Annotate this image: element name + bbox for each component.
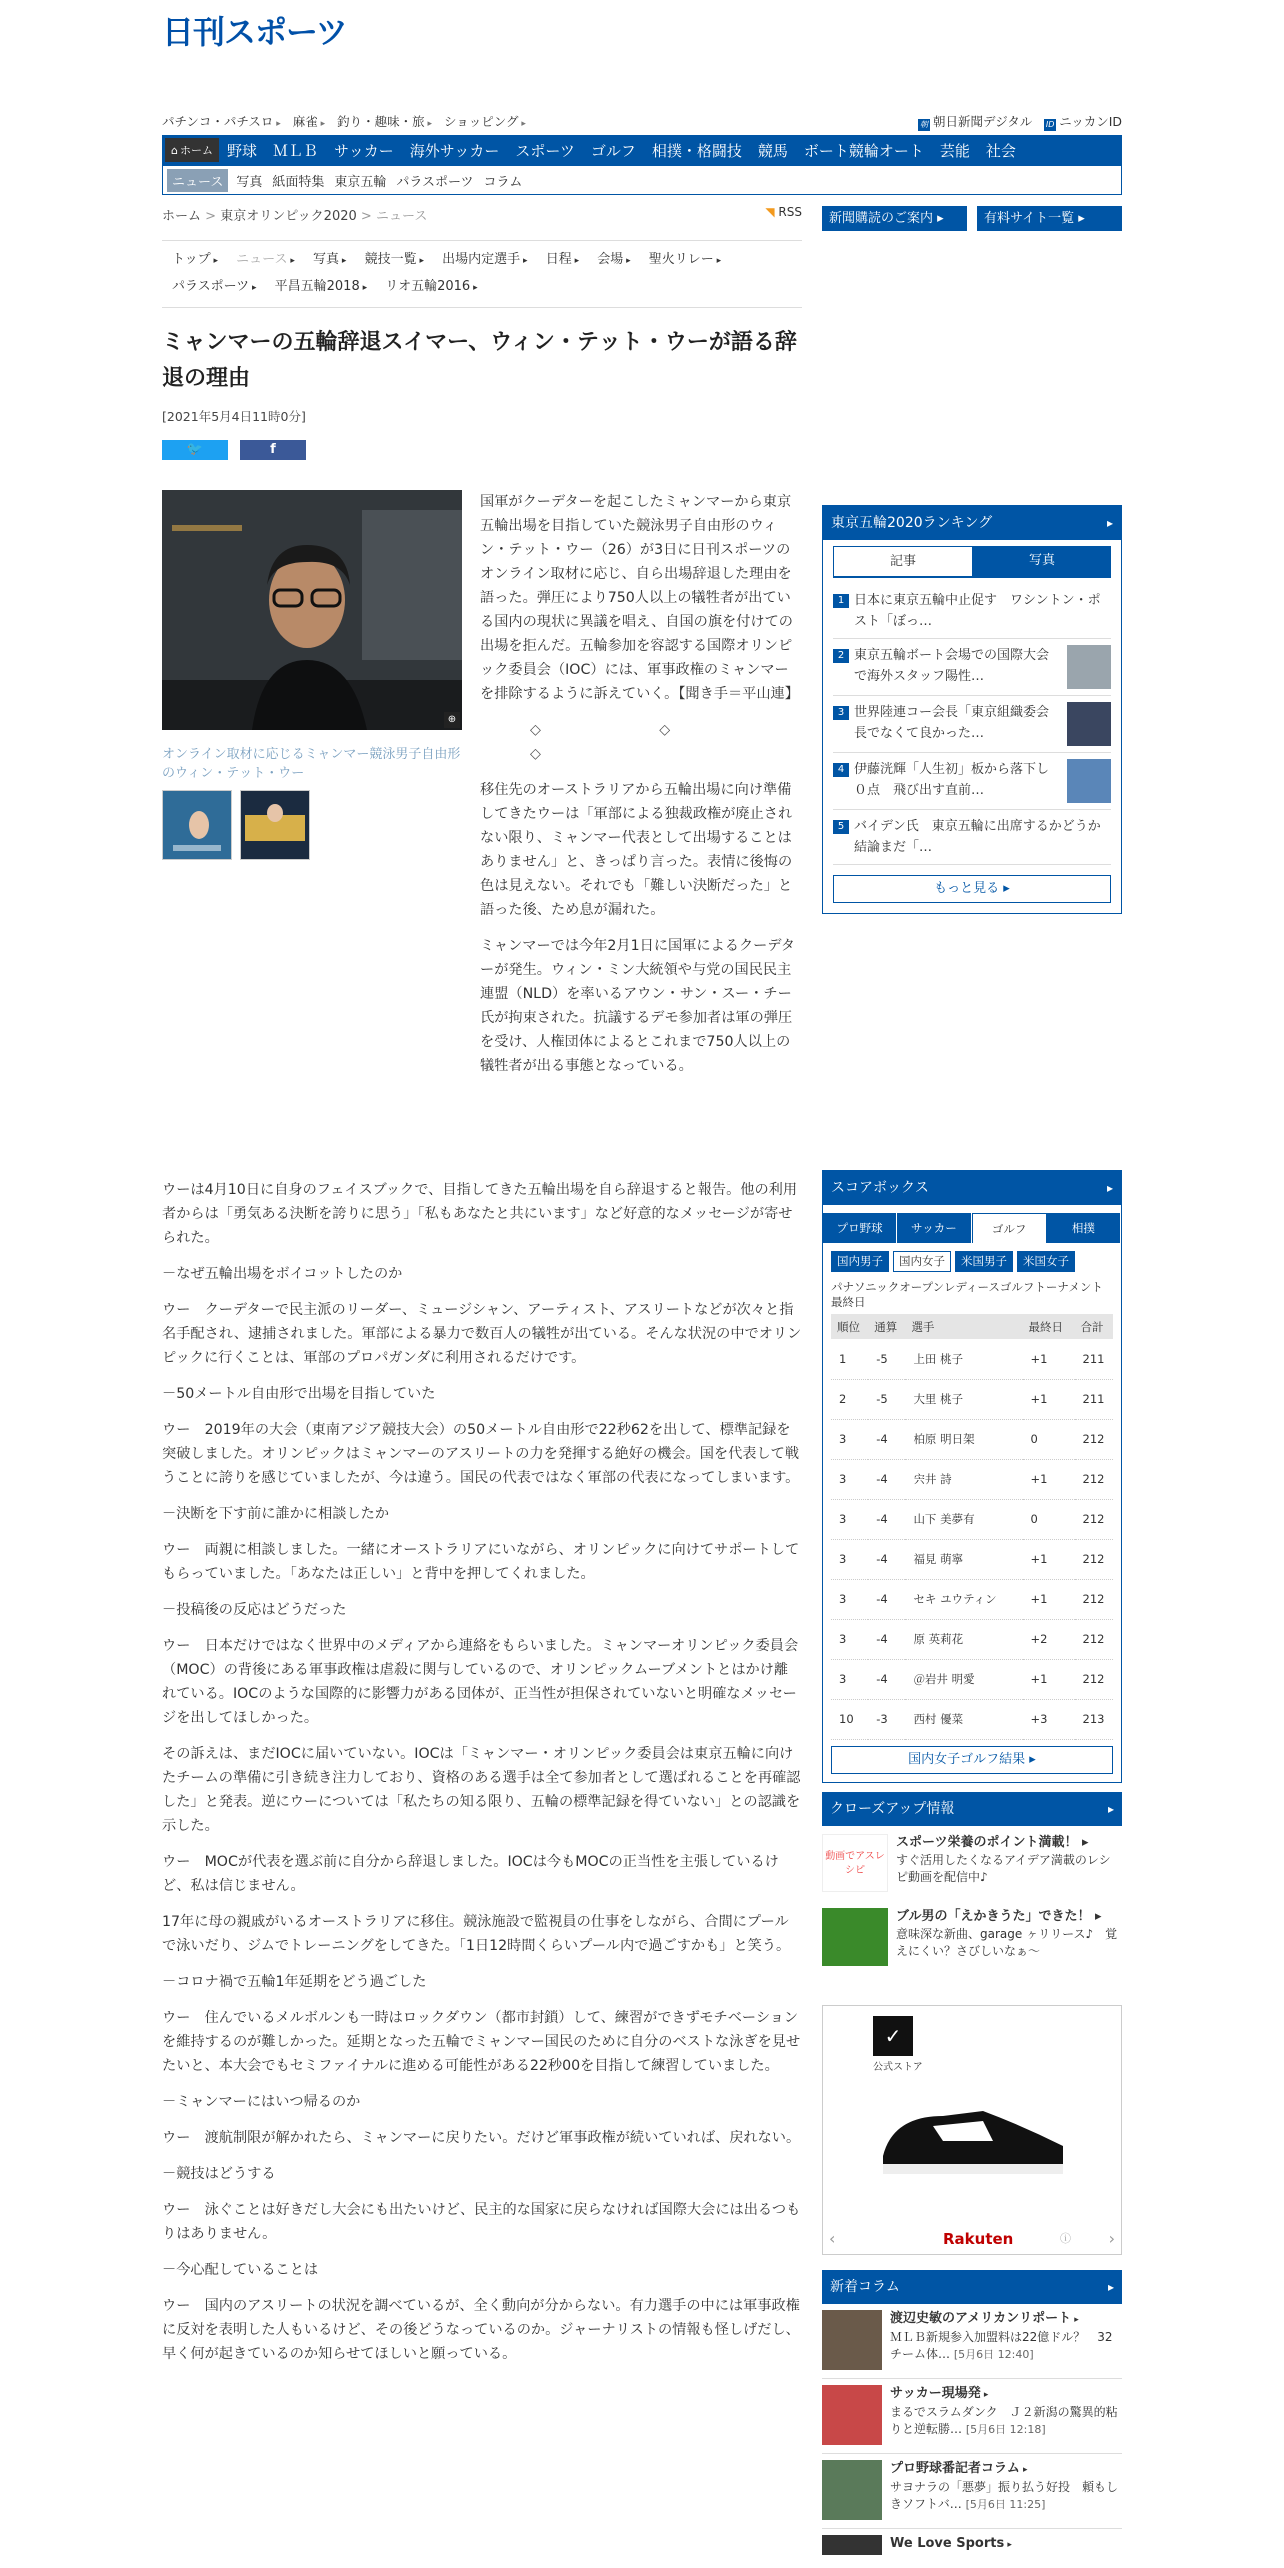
ranking-thumbnail [1067, 759, 1111, 803]
nav-item[interactable]: サッカー [334, 141, 394, 160]
leaderboard-cell: +1 [1023, 1579, 1075, 1619]
leaderboard-cell: 213 [1075, 1699, 1113, 1739]
nikkan-id-link[interactable]: ID ニッカンID [1045, 114, 1122, 129]
sidebar-buttons [822, 206, 1122, 231]
ranking-tabs [833, 546, 1111, 578]
thumbnail[interactable] [240, 790, 310, 860]
leaderboard-cell: 212 [1075, 1499, 1113, 1539]
ranking-thumbnail [1067, 702, 1111, 746]
tournament-name: パナソニックオープンレディースゴルフトーナメント 最終日 [831, 1280, 1103, 1309]
leaderboard-cell: 211 [1075, 1379, 1113, 1419]
subnav-item[interactable]: 紙面特集 [272, 174, 325, 190]
leaderboard-row [831, 1379, 1113, 1419]
answer: ウー 住んでいるメルボルンも一時はロックダウン（都市封鎖）して、練習ができずモチベーションを維持するのが難しかった。延期となった五輪でミャンマー国民のために自分のベストな泳ぎを見せたいと、本大会でもセミファイナルに進める可能性がある22秒00を目指して練習していました。 [162, 2010, 801, 2074]
topic-link[interactable]: 聖火リレー ▸ [649, 252, 721, 267]
question: －投稿後の反応はどうだった [162, 1602, 347, 1618]
subnav-item[interactable]: 写真 [236, 174, 263, 190]
leaderboard-cell: 0 [1023, 1419, 1075, 1459]
column-item[interactable] [822, 2304, 1122, 2379]
closeup-desc: すぐ活用したくなるアイデア満載のレシピ動画を配信中♪ [896, 1853, 1111, 1884]
leaderboard-cell: -4 [868, 1419, 905, 1459]
share-buttons [162, 440, 306, 460]
leaderboard-row [831, 1459, 1113, 1499]
paid-sites-button[interactable]: 有料サイト一覧 ▸ [977, 206, 1122, 231]
leaderboard-cell: +1 [1023, 1459, 1075, 1499]
topic-link[interactable]: 出場内定選手 ▸ [442, 252, 527, 267]
leaderboard-cell: +1 [1023, 1339, 1075, 1379]
col-total: 通算 [868, 1314, 905, 1339]
tab-photos[interactable]: 写真 [973, 546, 1111, 576]
leaderboard-cell: 宍井 詩 [905, 1459, 1022, 1499]
col-final: 最終日 [1023, 1314, 1075, 1339]
subnav-item[interactable]: パラスポーツ [396, 174, 474, 190]
column-desc: サヨナラの「悪夢」振り払う好投 頼もしきソフトバ… [5月6日 11:25] [890, 2480, 1119, 2511]
ad-label: 公式ストア [873, 2062, 923, 2073]
leaderboard-row [831, 1619, 1113, 1659]
columns-title: 新着コラム ▸ [822, 2270, 1122, 2304]
leaderboard-cell: -4 [868, 1659, 905, 1699]
lead-paragraph: ミャンマーでは今年2月1日に国軍によるクーデターが発生。ウィン・ミン大統領や与党の国民民主連盟（NLD）を率いるアウン・サン・スー・チー氏が拘束された。抗議するデモ参加者は軍の弾圧を受け、人権団体によるとこれまで750人以上の犠牲者が出る事態となっている。 [480, 938, 795, 1074]
nike-logo: ✓ [873, 2016, 913, 2056]
home-icon: ⌂ [171, 143, 178, 157]
leaderboard-cell: +2 [1023, 1619, 1075, 1659]
columns-box [822, 2270, 1122, 2563]
ranking-item[interactable]: 2 東京五輪ボート会場での国際大会で海外スタッフ陽性… [833, 639, 1111, 696]
leaderboard-cell: 山下 美夢有 [905, 1499, 1022, 1539]
section-divider: ◇ ◇ ◇ [530, 722, 789, 762]
question: －競技はどうする [162, 2166, 276, 2182]
twitter-share-button[interactable] [162, 440, 228, 460]
leaderboard-cell: 212 [1075, 1659, 1113, 1699]
zoom-icon[interactable]: ⊕ [444, 712, 460, 728]
crumb-current: ニュース [375, 209, 428, 224]
article-photo[interactable] [162, 490, 462, 730]
nav-item[interactable]: ゴルフ [590, 141, 636, 160]
prev-arrow-icon[interactable]: ‹ [829, 2229, 836, 2248]
leaderboard-cell: 2 [831, 1379, 868, 1419]
question: －決断を下す前に誰かに相談したか [162, 1506, 390, 1522]
closeup-desc: 意味深な新曲、garage ヶリリース♪ 覚えにくい？さびしいなぁ～ [896, 1927, 1118, 1958]
answer: ウー MOCが代表を選ぶ前に自分から辞退しました。IOCは今もMOCの正当性を主張しているけど、私は信じません。 [162, 1854, 779, 1894]
crumb-home[interactable]: ホーム [162, 209, 202, 224]
util-link[interactable]: 麻雀 ▸ [293, 114, 325, 129]
ranking-item[interactable]: 1 日本に東京五輪中止促す ワシントン・ポスト「ぼっ… [833, 584, 1111, 639]
crumb-section[interactable]: 東京オリンピック2020 [220, 209, 357, 224]
leaderboard-cell: 3 [831, 1419, 868, 1459]
tab-sumo[interactable]: 相撲 [1047, 1213, 1121, 1243]
leaderboard-cell: -4 [868, 1459, 905, 1499]
main-nav [162, 135, 1122, 165]
column-item[interactable] [822, 2454, 1122, 2529]
closeup-item[interactable] [822, 1900, 1122, 1974]
article-title: ミャンマーの五輪辞退スイマー、ウィン・テット・ウーが語る辞退の理由 [162, 330, 797, 391]
leaderboard-cell: -4 [868, 1539, 905, 1579]
subnav-current[interactable]: ニュース [167, 169, 228, 192]
closeup-thumbnail [822, 1908, 888, 1966]
body-paragraph: その訴えは、まだIOCに届いていない。IOCは「ミャンマー・オリンピック委員会は東京五輪に向けたチームの準備に引き続き注力しており、資格のある選手は全て参加者として選ばれることを再確認した」と発表。逆にウーについては「私たちの知る限り、五輪の標準記録を得ていない」との認識を示した。 [162, 1746, 801, 1834]
leaderboard-cell: 3 [831, 1619, 868, 1659]
leaderboard-cell: 3 [831, 1579, 868, 1619]
leaderboard-cell: +1 [1023, 1659, 1075, 1699]
article-body [162, 1178, 802, 2378]
sub-nav [162, 165, 1122, 195]
leaderboard-cell: 211 [1075, 1339, 1113, 1379]
leaderboard-cell: 上田 桃子 [905, 1339, 1022, 1379]
tab-us-women[interactable]: 米国女子 [1017, 1251, 1075, 1272]
leaderboard-cell: セキ ユウティン [905, 1579, 1022, 1619]
id-icon: ID [1045, 120, 1055, 129]
twitter-icon: 🐦 [186, 442, 204, 457]
leaderboard-cell: ＠岩井 明愛 [905, 1659, 1022, 1699]
photo-svg [162, 490, 462, 730]
asahi-link[interactable]: 朝 朝日新聞デジタル [919, 114, 1033, 129]
nav-item[interactable]: 芸能 [939, 141, 970, 160]
col-player: 選手 [905, 1314, 1022, 1339]
column-thumbnail [822, 2385, 882, 2445]
body-paragraph: 17年に母の親戚がいるオーストラリアに移住。競泳施設で監視員の仕事をしながら、合間にプールで泳いだり、ジムでトレーニングをしてきた。「1日12時間くらいプール内で過ごすかも」と笑う。 [162, 1914, 791, 1954]
column-name: 渡辺史敏のアメリカンリポート ▸ [890, 2310, 1122, 2329]
answer: ウー 渡航制限が解かれたら、ミャンマーに戻りたい。だけど軍事政権が続いていれば、戻れない。 [162, 2130, 801, 2146]
question: －コロナ禍で五輪1年延期をどう過ごした [162, 1974, 427, 1990]
column-name: サッカー現場発 ▸ [890, 2385, 1122, 2404]
closeup-item[interactable] [822, 1826, 1122, 1900]
column-name: プロ野球番記者コラム ▸ [890, 2460, 1122, 2479]
col-sum: 合計 [1075, 1314, 1113, 1339]
tab-japan-women[interactable]: 国内女子 [893, 1251, 951, 1272]
leaderboard-cell: +1 [1023, 1379, 1075, 1419]
tab-japan-men[interactable]: 国内男子 [831, 1251, 889, 1272]
column-desc: まるでスラムダンク Ｊ２新潟の驚異的粘りと逆転勝… [5月6日 12:18] [890, 2405, 1118, 2436]
column-thumbnail [822, 2460, 882, 2520]
leaderboard-cell: 3 [831, 1499, 868, 1539]
scorebox-title: スコアボックス ▸ [823, 1171, 1121, 1205]
tab-articles[interactable]: 記事 [833, 546, 973, 576]
leaderboard-cell: -5 [868, 1339, 905, 1379]
col-rank: 順位 [831, 1314, 868, 1339]
answer: ウー 国内のアスリートの状況を調べているが、全く動向が分からない。有力選手の中には軍事政権に反対を表明した人もいるけど、その後どうなっているのか。ジャーナリストの情報も怪しげだし、早く何が起きているのか知らせてほしいと願っている。 [162, 2298, 800, 2362]
ranking-item[interactable]: 3 世界陸連コー会長「東京組織委会長でなくて良かった… [833, 696, 1111, 753]
topic-link[interactable]: 写真 ▸ [313, 252, 346, 267]
rss-link[interactable]: ◥ RSS [765, 205, 802, 219]
answer: ウー クーデターで民主派のリーダー、ミュージシャン、アーティスト、アスリートなどが次々と指名手配され、逮捕されました。軍部による暴力で数百人の犠牲が出ている。そんな状況の中でオリンピックに行くことは、軍部のプロパガンダに利用されるだけです。 [162, 1302, 802, 1366]
answer: ウー 日本だけではなく世界中のメディアから連絡をもらいました。ミャンマーオリンピック委員会（MOC）の背後にある軍事政権は虐殺に関与しているので、オリンピックムーブメントとはかけ離れている。IOCのような国際的に影響力がある団体が、正当性が担保されていないと明確なメッセージを出してほしかった。 [162, 1638, 799, 1726]
leaderboard-cell: 212 [1075, 1619, 1113, 1659]
leaderboard-cell: 3 [831, 1539, 868, 1579]
leaderboard-cell: 10 [831, 1699, 868, 1739]
leaderboard-cell: 212 [1075, 1579, 1113, 1619]
column-desc: ＭＬＢ新規参入加盟料は22億ドル？ 32チーム体… [5月6日 12:40] [890, 2330, 1113, 2361]
column-name: We Love Sports ▸ [890, 2535, 1012, 2554]
sneaker-image [873, 2086, 1073, 2186]
golf-results-link[interactable]: 国内女子ゴルフ結果 ▸ [831, 1746, 1113, 1774]
leaderboard-row [831, 1539, 1113, 1579]
column-thumbnail [822, 2535, 882, 2555]
leaderboard-cell: -4 [868, 1579, 905, 1619]
breadcrumb: ホーム > 東京オリンピック2020 > ニュース [162, 209, 428, 224]
leaderboard-cell: -4 [868, 1619, 905, 1659]
leaderboard-row [831, 1659, 1113, 1699]
golf-tour-tabs [831, 1251, 1113, 1272]
leaderboard-cell: 212 [1075, 1459, 1113, 1499]
topic-link[interactable]: ニュース ▸ [236, 252, 295, 267]
ranking-item[interactable]: 5 バイデン氏 東京五輪に出席するかどうか結論まだ「… [833, 810, 1111, 865]
subnav-item[interactable]: コラム [483, 174, 523, 190]
asahi-icon: 朝 [919, 120, 928, 129]
leaderboard-cell: 3 [831, 1459, 868, 1499]
leaderboard-cell: 西村 優菜 [905, 1699, 1022, 1739]
leaderboard-cell: -5 [868, 1379, 905, 1419]
leaderboard-row [831, 1699, 1113, 1739]
leaderboard-row [831, 1499, 1113, 1539]
question: －なぜ五輪出場をボイコットしたのか [162, 1266, 403, 1282]
closeup-title: クローズアップ情報 ▸ [822, 1792, 1122, 1826]
leaderboard-cell: 原 英莉花 [905, 1619, 1022, 1659]
subscribe-button[interactable]: 新聞購読のご案内 ▸ [822, 206, 967, 231]
leaderboard-row [831, 1419, 1113, 1459]
tab-baseball[interactable]: プロ野球 [823, 1213, 897, 1243]
leaderboard-table [831, 1314, 1113, 1740]
closeup-thumbnail: 動画でアスレシピ [822, 1834, 888, 1892]
tab-us-men[interactable]: 米国男子 [955, 1251, 1013, 1272]
topic-link[interactable]: 平昌五輪2018 ▸ [275, 279, 367, 294]
question: －ミャンマーにはいつ帰るのか [162, 2094, 361, 2110]
facebook-share-button[interactable] [240, 440, 306, 460]
answer: ウー 2019年の大会（東南アジア競技大会）の50メートル自由形で22秒62を出して、標準記録を突破しました。オリンピックはミャンマーのアスリートの力を発揮する絶好の機会。国を代表して戦うことに誇りを感じていましたが、今は違う。国民の代表ではなく軍部の代表になってしまいます。 [162, 1422, 800, 1486]
advertisement[interactable] [822, 2005, 1122, 2255]
ranking-list [833, 584, 1111, 865]
leaderboard-cell: +1 [1023, 1539, 1075, 1579]
column-item[interactable] [822, 2529, 1122, 2563]
util-link[interactable]: ショッピング ▸ [444, 114, 526, 129]
site-logo[interactable] [162, 10, 347, 50]
topic-link[interactable]: 会場 ▸ [597, 252, 630, 267]
logo-text: 日刊スポーツ [162, 13, 347, 51]
leaderboard-row [831, 1339, 1113, 1379]
ranking-title[interactable]: 東京五輪2020ランキング ▸ [823, 506, 1121, 540]
leaderboard-row [831, 1579, 1113, 1619]
leaderboard-cell: 3 [831, 1659, 868, 1699]
topic-nav [162, 240, 802, 308]
answer: ウー 両親に相談しました。一緒にオーストラリアにいながら、オリンピックに向けてサポートしてもらっていました。「あなたは正しい」と背中を押してくれました。 [162, 1542, 800, 1582]
leaderboard-cell: 0 [1023, 1499, 1075, 1539]
leaderboard-cell: 福見 萌寧 [905, 1539, 1022, 1579]
topic-link[interactable]: トップ ▸ [172, 252, 218, 267]
closeup-headline: スポーツ栄養のポイント満載！ ▸ [896, 1835, 1089, 1850]
photo-thumbnails [162, 790, 310, 860]
topic-link[interactable]: パラスポーツ ▸ [172, 279, 256, 294]
util-link[interactable]: 釣り・趣味・旅 ▸ [337, 114, 432, 129]
ranking-item[interactable]: 4 伊藤洸輝「人生初」板から落下し０点 飛び出す直前… [833, 753, 1111, 810]
info-icon[interactable]: ⓘ [1060, 2232, 1071, 2245]
utility-links [162, 112, 1122, 130]
more-button[interactable]: もっと見る ▸ [833, 875, 1111, 903]
leaderboard-cell: 柏原 明日架 [905, 1419, 1022, 1459]
nav-item[interactable]: 社会 [985, 141, 1016, 160]
nav-item[interactable]: 海外サッカー [409, 141, 500, 160]
scorebox [822, 1170, 1122, 1783]
ranking-thumbnail [1067, 645, 1111, 689]
nav-item[interactable]: ボート競輪オート [803, 141, 924, 160]
lead-paragraph: 移住先のオーストラリアから五輪出場に向け準備してきたウーは「軍部による独裁政権が廃止されない限り、ミャンマー代表として出場することはありません」と、きっぱり言った。表情に後悔の色は見えない。それでも「難しい決断だった」と語った後、ため息が漏れた。 [480, 782, 793, 918]
leaderboard-cell: 212 [1075, 1539, 1113, 1579]
body-paragraph: ウーは4月10日に自身のフェイスブックで、目指してきた五輪出場を自ら辞退すると報告。他の利用者からは「勇気ある決断を誇りに思う」「私もあなたと共にいます」など好意的なメッセージが寄せられた。 [162, 1182, 798, 1246]
answer: ウー 泳ぐことは好きだし大会にも出たいけど、民主的な国家に戻らなければ国際大会には出るつもりはありません。 [162, 2202, 801, 2242]
leaderboard-cell: -4 [868, 1499, 905, 1539]
sport-tabs [823, 1213, 1121, 1243]
nav-item[interactable]: 競馬 [757, 141, 788, 160]
question: －今心配していることは [162, 2262, 319, 2278]
thumbnail[interactable] [162, 790, 232, 860]
photo-caption: オンライン取材に応じるミャンマー競泳男子自由形のウィン・テット・ウー [162, 747, 461, 781]
subnav-item[interactable]: 東京五輪 [334, 174, 387, 190]
leaderboard-cell: 212 [1075, 1419, 1113, 1459]
nav-item[interactable]: 野球 [226, 141, 257, 160]
next-arrow-icon[interactable]: › [1108, 2229, 1115, 2248]
leaderboard-cell: -3 [868, 1699, 905, 1739]
ad-store-name: Rakuten [943, 2230, 1014, 2248]
topic-link[interactable]: リオ五輪2016 ▸ [385, 279, 477, 294]
closeup-headline: ブル男の「えかきうた」できた！ ▸ [896, 1909, 1102, 1924]
topic-link[interactable]: 競技一覧 ▸ [365, 252, 424, 267]
facebook-icon: f [270, 442, 276, 457]
ranking-box [822, 505, 1122, 914]
nav-home[interactable]: ⌂ ホーム [165, 138, 219, 162]
nav-item[interactable]: 相撲・格闘技 [651, 141, 742, 160]
lead-text [480, 490, 802, 1090]
leaderboard-cell: 大里 桃子 [905, 1379, 1022, 1419]
closeup-box [822, 1792, 1122, 1974]
article-date: [2021年5月4日11時0分] [162, 409, 306, 424]
lead-paragraph: 国軍がクーデターを起こしたミャンマーから東京五輪出場を目指していた競泳男子自由形のウィン・テット・ウー（26）が3日に日刊スポーツのオンライン取材に応じ、自ら出場辞退した理由を語った。弾圧により750人以上の犠牲者が出ている国内の現状に異議を唱え、自国の旗を付けての出場を拒んだ。五輪参加を容認する国際オリンピック委員会（IOC）には、軍事政権のミャンマーを排除するように訴えていく。【聞き手＝平山連】 [480, 494, 799, 702]
tab-golf[interactable]: ゴルフ [972, 1213, 1047, 1243]
column-item[interactable] [822, 2379, 1122, 2454]
column-thumbnail [822, 2310, 882, 2370]
tab-soccer[interactable]: サッカー [897, 1213, 971, 1243]
leaderboard-cell: +3 [1023, 1699, 1075, 1739]
nav-item[interactable]: ＭＬＢ [273, 141, 319, 160]
topic-link[interactable]: 日程 ▸ [546, 252, 579, 267]
util-link[interactable]: パチンコ・パチスロ ▸ [162, 114, 281, 129]
question: －50メートル自由形で出場を目指していた [162, 1386, 436, 1402]
nav-item[interactable]: スポーツ [515, 141, 575, 160]
leaderboard-cell: 1 [831, 1339, 868, 1379]
